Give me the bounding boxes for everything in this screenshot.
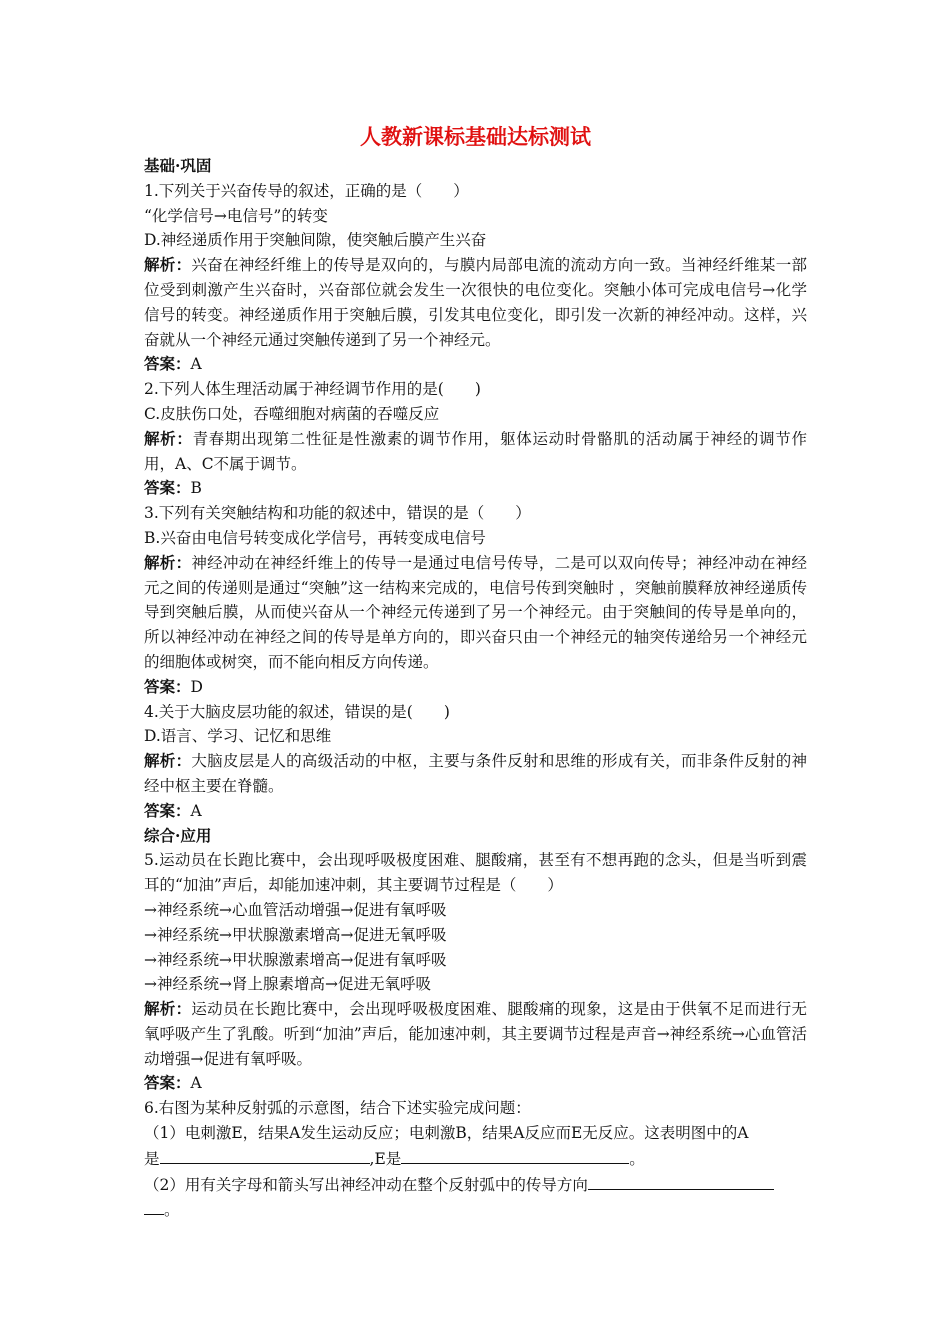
answer-value: A [190, 355, 202, 374]
answer-label: 答案： [144, 676, 191, 696]
answer-label: 答案： [144, 354, 191, 374]
page-title: 人教新课标基础达标测试 [360, 124, 591, 149]
analysis-label: 解析： [144, 999, 192, 1019]
analysis-label: 解析： [144, 552, 192, 572]
analysis-text: 大脑皮层是人的高级活动的中枢，主要与条件反射和思维的形成有关，而非条件反射的神经中枢主要在脊髓。 [144, 752, 807, 795]
answer [144, 352, 807, 377]
answer-value: A [190, 1074, 202, 1093]
analysis-label: 解析： [144, 428, 193, 448]
analysis-text: 兴奋在神经纤维上的传导是双向的，与膜内局部电流的流动方向一致。当神经纤维某一部位受到刺激产生兴奋时，兴奋部位就会发生一次很快的电位变化。突触小体可完成电信号→化学信号的转变。神经递质作用于突触后膜，引发其电位变化，即引发一次新的神经冲动。这样，兴奋就从一个神经元通过突触传递到了另一个神经元。 [144, 256, 807, 349]
answer [144, 1071, 807, 1096]
answer-label: 答案： [144, 478, 191, 498]
question-part [144, 1172, 807, 1198]
blank-prefix: ,E是 [369, 1149, 402, 1168]
answer-label: 答案： [144, 800, 191, 820]
analysis [144, 427, 807, 477]
question-option: D.神经递质作用于突触间隙，使突触后膜产生兴奋 [144, 231, 487, 250]
analysis-label: 解析： [144, 255, 192, 275]
question-stem: 3.下列有关突触结构和功能的叙述中，错误的是（ ） [144, 504, 531, 523]
answer-blank[interactable] [160, 1146, 370, 1164]
analysis-label: 解析： [144, 751, 192, 771]
answer-value: A [190, 801, 202, 820]
analysis [144, 749, 807, 799]
question-part: （1）电刺激E，结果A发生运动反应；电刺激B，结果A反应而E无反应。这表明图中的A [144, 1124, 749, 1143]
analysis [144, 997, 807, 1071]
analysis-text: 运动员在长跑比赛中，会出现呼吸极度困难、腿酸痛的现象，这是由于供氧不足而进行无氧呼吸产生了乳酸。听到“加油”声后，能加速冲刺，其主要调节过程是声音→神经系统→心血管活动增强→促进有氧呼吸。 [144, 1000, 807, 1068]
section-heading: 综合·应用 [144, 825, 212, 845]
answer [144, 675, 807, 700]
question-part-blanks [144, 1146, 807, 1172]
analysis [144, 551, 807, 675]
question-option: C.皮肤伤口处，吞噬细胞对病菌的吞噬反应 [144, 404, 440, 423]
question-option: “化学信号→电信号”的转变 [144, 206, 328, 225]
analysis [144, 253, 807, 352]
question-stem: 4.关于大脑皮层功能的叙述，错误的是( ) [144, 702, 450, 721]
question-stem: 2.下列人体生理活动属于神经调节作用的是( ) [144, 380, 481, 399]
answer-label: 答案： [144, 1073, 191, 1093]
answer-value: D [190, 677, 203, 696]
question-option: →神经系统→心血管活动增强→促进有氧呼吸 [144, 900, 447, 919]
blank-suffix: 。 [164, 1201, 180, 1220]
answer-blank[interactable] [144, 1197, 164, 1215]
question-stem: 1.下列关于兴奋传导的叙述，正确的是（ ） [144, 181, 469, 200]
answer [144, 476, 807, 501]
question-stem: 6.右图为某种反射弧的示意图，结合下述实验完成问题： [144, 1099, 531, 1118]
question-option: →神经系统→甲状腺激素增高→促进有氧呼吸 [144, 950, 447, 969]
answer-value: B [190, 479, 202, 498]
answer-blank[interactable] [588, 1172, 774, 1190]
analysis-text: 神经冲动在神经纤维上的传导一是通过电信号传导，二是可以双向传导；神经冲动在神经元之间的传递则是通过“突触”这一结构来完成的，电信号传到突触时 ，突触前膜释放神经递质传导到突触后膜，从而使兴奋从一个神经元传递到了另一个神经元。由于突触间的传导是单向的，所以神经冲动在神经之间的传导是单方向的，即兴奋只由一个神经元的轴突传递给另一个神经元的细胞体或树突，而不能向相反方向传递。 [144, 553, 807, 671]
question-option: B.兴奋由电信号转变成化学信号，再转变成电信号 [144, 528, 486, 547]
blank-prefix: 是 [144, 1149, 160, 1168]
question-part-continued [144, 1197, 807, 1223]
answer-blank[interactable] [401, 1146, 629, 1164]
question-part-text: （2）用有关字母和箭头写出神经冲动在整个反射弧中的传导方向 [144, 1175, 588, 1194]
document-page [144, 120, 807, 1223]
analysis-text: 青春期出现第二性征是性激素的调节作用，躯体运动时骨骼肌的活动属于神经的调节作用，A、C不属于调节。 [144, 429, 807, 473]
blank-suffix: 。 [629, 1149, 645, 1168]
answer [144, 799, 807, 824]
question-option: →神经系统→肾上腺素增高→促进无氧呼吸 [144, 975, 431, 994]
question-option: →神经系统→甲状腺激素增高→促进无氧呼吸 [144, 925, 447, 944]
section-heading: 基础·巩固 [144, 156, 212, 175]
question-stem: 5.运动员在长跑比赛中，会出现呼吸极度困难、腿酸痛，甚至有不想再跑的念头，但是当听到震耳的“加油”声后，却能加速冲刺，其主要调节过程是（ ） [144, 851, 807, 895]
question-option: D.语言、学习、记忆和思维 [144, 727, 332, 746]
